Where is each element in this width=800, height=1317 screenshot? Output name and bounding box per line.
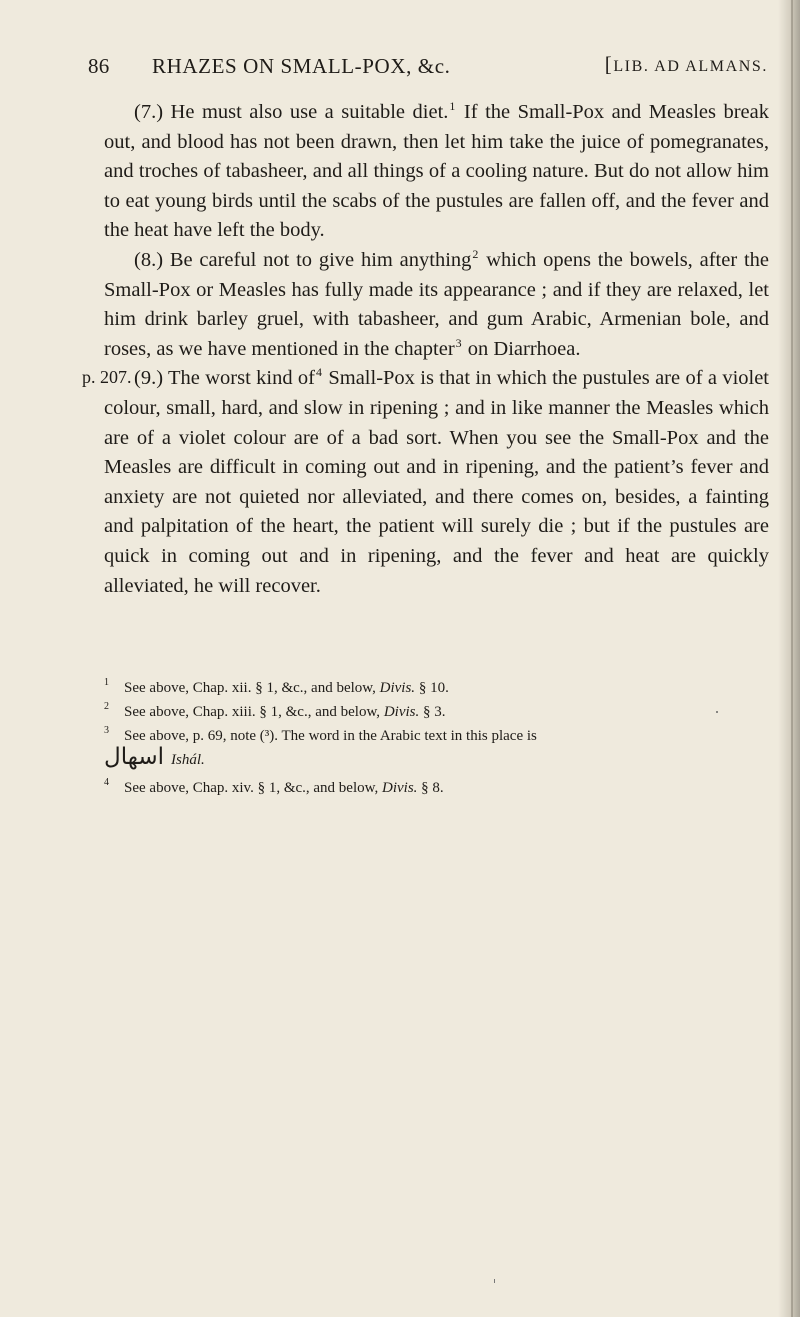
- footnote-text: See above, Chap. xiv. § 1, &c., and below,: [124, 780, 382, 796]
- paragraph-8: [104, 246, 769, 364]
- print-speck: [716, 711, 718, 713]
- footnote-1: [104, 676, 769, 700]
- footnote-text: See above, Chap. xii. § 1, &c., and below,: [124, 680, 380, 696]
- footnote-tail: § 10.: [415, 680, 449, 696]
- running-tag-text: LIB. AD ALMANS.: [613, 58, 768, 75]
- footnote-text: See above, Chap. xiii. § 1, &c., and below,: [124, 704, 384, 720]
- running-tag: [605, 54, 768, 77]
- page-number: 86: [88, 54, 110, 78]
- footnote-tail: § 3.: [419, 704, 446, 720]
- open-bracket: [: [604, 52, 614, 76]
- footnote-italic: Divis.: [382, 780, 418, 796]
- footnote-italic: Divis.: [379, 680, 416, 696]
- paragraph-7: [104, 98, 769, 246]
- paragraph-text: (8.) Be careful not to give him anything: [134, 248, 472, 271]
- arabic-transliteration: Ishál.: [171, 752, 205, 768]
- paragraph-text: on Diarrhoea.: [462, 337, 581, 360]
- page-edge: [791, 0, 793, 1317]
- footnote-mark: 4: [104, 777, 109, 788]
- footnote-ref: 3: [455, 335, 462, 350]
- page-binding-shadow: [778, 0, 800, 1317]
- arabic-word-line: [104, 744, 769, 776]
- running-title: RHAZES ON SMALL-POX, &c.: [152, 54, 451, 78]
- paragraph-text: Small-Pox is that in which the pustules are of a violet colour, small, hard, and slow in ripening ; and in like manner the Measles which are of a violet colour are of a bad sort. When you see the Small-Pox and the Measles are difficult in coming out and in ripening, and the patient’s fever and anxiety are not quieted nor alleviated, and there comes on, besides, a fainting and palpitation of the heart, the patient will surely die ; but if the pustules are quick in coming out and in ripening, and the fever and heat are quickly alleviated, he will recover.: [104, 367, 770, 597]
- footnote-ref: 2: [472, 246, 479, 261]
- footnote-mark: 2: [104, 701, 109, 712]
- footnote-4: [104, 776, 769, 800]
- footnote-ref: 1: [449, 99, 456, 113]
- footnote-3: [104, 724, 769, 748]
- footnote-mark: 3: [104, 725, 109, 736]
- print-speck: [494, 1279, 495, 1283]
- paragraph-text: (9.) The worst kind of: [134, 367, 316, 390]
- paragraph-text: (7.) He must also use a suitable diet.: [134, 101, 449, 123]
- footnote-2: [104, 700, 769, 724]
- footnote-ref: 4: [316, 365, 323, 380]
- main-text: [104, 98, 769, 601]
- footnote-italic: Divis.: [383, 704, 420, 720]
- margin-page-reference: p. 207.: [82, 367, 132, 387]
- arabic-word: اسهال: [104, 744, 164, 770]
- running-header: [88, 54, 768, 84]
- footnote-mark: 1: [104, 677, 109, 688]
- paragraph-text: If the Small-Pox and Measles break out, and blood has not been drawn, then let him take the juice of pomegranates, and troches of tabasheer, and all things of a cooling nature. But do not allow him to eat young birds until the scabs of the pustules are fallen off, and the fever and the heat have left the body.: [104, 101, 769, 242]
- paragraph-text: which opens the bowels, after the Small-Pox or Measles has fully made its appearance ; and if they are relaxed, let him drink barley gruel, with tabasheer, and gum Arabic, Armenian bole, and roses, as we have mentioned in the chapter: [104, 248, 770, 360]
- footnote-tail: § 8.: [417, 780, 444, 796]
- footnote-text: See above, p. 69, note (³). The word in the Arabic text in this place is: [124, 728, 537, 744]
- paragraph-9: [104, 364, 769, 601]
- footnotes: [104, 676, 769, 800]
